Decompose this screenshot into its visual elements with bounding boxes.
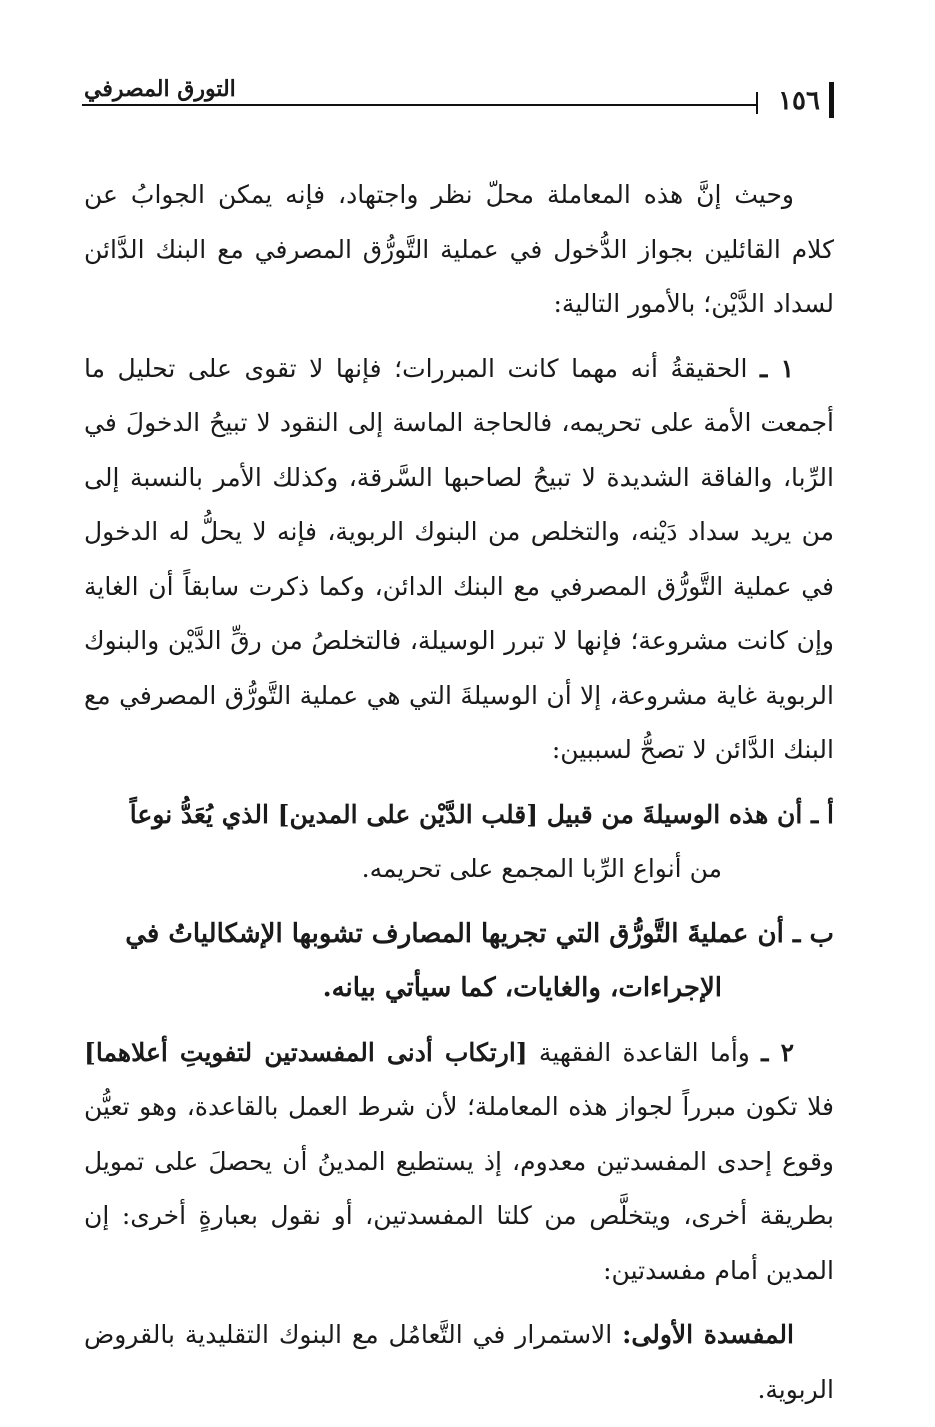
- subpoint-a-line1: أ ـ أن هذه الوسيلةَ من قبيل [قلب الدَّيْن على المدين] الذي يُعَدُّ نوعاً: [129, 799, 834, 829]
- subpoint-b: [84, 907, 834, 1016]
- item-number-1: ١ ـ: [759, 353, 795, 383]
- header-rule: [82, 104, 758, 106]
- body-text: [84, 168, 834, 1427]
- header-tick: [756, 92, 758, 114]
- paragraph-2-text-a: وأما القاعدة الفقهية: [538, 1037, 750, 1067]
- paragraph-2-rule: [ارتكاب أدنى المفسدتين لتفويتِ أعلاهما]: [84, 1037, 528, 1067]
- subpoint-b-line2: الإجراءات، والغايات، كما سيأتي بيانه.: [322, 973, 722, 1003]
- subpoint-b-line1: ب ـ أن عمليةَ التَّورُّق التي تجريها المصارف تشوبها الإشكالياتُ في: [125, 918, 834, 949]
- paragraph-2: [84, 1026, 834, 1299]
- running-header: [82, 76, 834, 124]
- paragraph-2-text-b: فلا تكون مبرراً لجواز هذه المعاملة؛ لأن شرط العمل بالقاعدة، وهو تعيُّن وقوع إحدى المفسدتين معدوم، إذ يستطيع المدينُ أن يحصلَ على تمويل بطريقة أخرى، ويتخلَّص من كلتا المفسدتين، أو نقول بعبارةٍ أخرى: إن المدين أمام مفسدتين:: [84, 1092, 834, 1285]
- paragraph-intro: وحيث إنَّ هذه المعاملة محلّ نظر واجتهاد، فإنه يمكن الجوابُ عن كلام القائلين بجواز الدُّخول في عملية التَّورُّق المصرفي مع البنك الدَّائن لسداد الدَّيْن؛ بالأمور التالية:: [84, 180, 834, 318]
- subpoint-a: [84, 788, 834, 897]
- page-number: ١٥٦: [778, 86, 820, 116]
- paragraph-1-text: الحقيقةُ أنه مهما كانت المبررات؛ فإنها لا تقوى على تحليل ما أجمعت الأمة على تحريمه، فالحاجة الماسة إلى النقود لا تبيحُ الدخولَ في الرِّبا، والفاقة الشديدة لا تبيحُ لصاحبها السَّرقة، وكذلك الأمر بالنسبة إلى من يريد سداد دَيْنه، والتخلص من البنوك الربوية، فإنه لا يحلُّ له الدخول في عملية التَّورُّق المصرفي مع البنك الدائن، وكما ذكرت سابقاً أن الغاية وإن كانت مشروعة؛ فإنها لا تبرر الوسيلة، فالتخلصُ من رقِّ الدَّيْن والبنوك الربوية غاية مشروعة، إلا أن الوسيلةَ التي هي عملية التَّورُّق المصرفي مع البنك الدَّائن لا تصحُّ لسببين:: [84, 353, 834, 764]
- item-number-2: ٢ ـ: [761, 1037, 794, 1067]
- paragraph-3: [84, 1308, 834, 1417]
- paragraph-3-text: الاستمرار في التَّعامُل مع البنوك التقليدية بالقروض الربوية.: [84, 1320, 834, 1404]
- subpoint-a-line2: من أنواع الرِّبا المجمع على تحريمه.: [361, 854, 722, 883]
- paragraph-3-label: المفسدة الأولى:: [622, 1320, 794, 1349]
- paragraph-1: [84, 342, 834, 778]
- running-title: التورق المصرفي: [84, 76, 236, 102]
- header-bar: [829, 82, 834, 118]
